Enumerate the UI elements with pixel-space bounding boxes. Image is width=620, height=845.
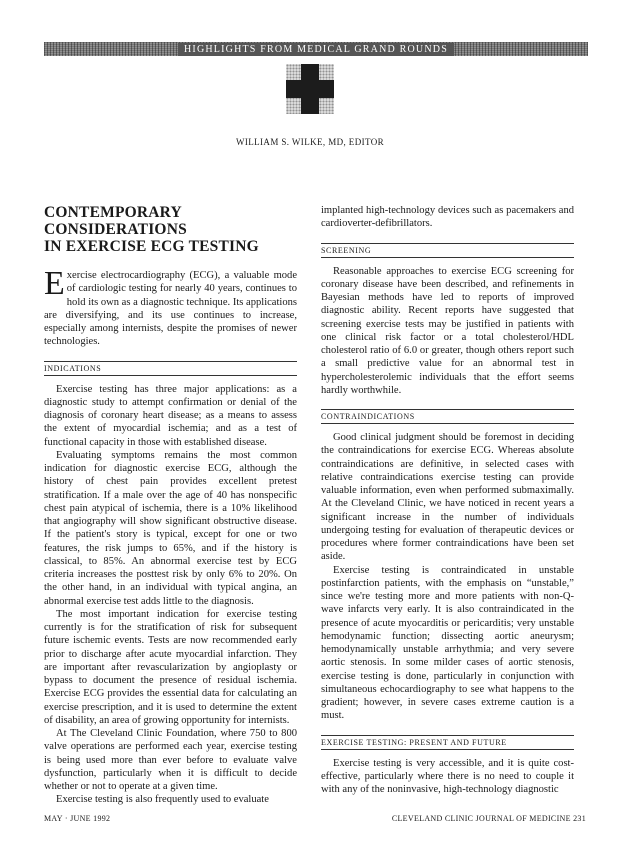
intro-paragraph: [44, 265, 297, 349]
indications-continued: implanted high-technology devices such as pacemakers and cardioverter-defibrillators.: [321, 205, 574, 230]
left-column: [44, 204, 297, 807]
indications-paragraph-3: The most important indication for exercise testing currently is for the stratification of risk for subsequent future ischemic events. Tests are now recommended early prior to discharge after acute myocardial infarction. They are important after revascularization by angioplasty or bypass to document the presence of residual ischemia. Exercise ECG provides the essential data for calculating an exercise prescription, and it is used to determine the extent of disability, an area of growing opportunity for internists.: [44, 608, 297, 726]
contraindications-paragraph-2: Exercise testing is contraindicated in unstable postinfarction patients, with the emphasis on “unstable,” since we're testing more and more patients with non-Q-wave infarcts very early. It is also contraindicated in the presence of acute myocarditis or pericarditis; very unstable hemodynamic function; dissecting aortic aneurysm; hemodynamically unstable arrhythmia; and very severe aortic stenosis. In some milder cases of aortic stenosis, exercise testing is done, particularly in conjunction with simultaneous echocardiography to see what happens to the gradient; however, in severe cases extreme caution is a must.: [321, 564, 574, 722]
indications-paragraph-4: At The Cleveland Clinic Foundation, where 750 to 800 valve operations are performed each year, exercise testing is being used more than ever before to evaluate valve dysfunction, particularly when it is difficult to decide whether or not to operate at a given time.: [44, 728, 297, 792]
indications-paragraph-2: Evaluating symptoms remains the most common indication for diagnostic exercise ECG, although the history of chest pain provides excellent pretest stratification. If a male over the age of 40 has nonspecific chest pain atypical of ischemia, there is a 10% likelihood that angiography will show significant obstructive disease. If the patient's story is typical, except for one or two features, the risk jumps to 65%, and if the history is classical, to 85%. An abnormal exercise test by ECG criteria increases the posttest risk by only 6% to 20%. On the other hand, in an individual with typical angina, an abnormal exercise test adds little to the diagnosis.: [44, 449, 297, 607]
indications-paragraph-5: Exercise testing is also frequently used to evaluate: [56, 794, 269, 806]
screening-paragraph-1: Reasonable approaches to exercise ECG screening for coronary disease have been described, and refinements in Bayesian methods have led to reports of improved diagnostic ability. Recent reports have suggested that screening exercise tests may be justified in patients with one clinical risk factor or a total cholesterol/HDL cholesterol ratio of 6.0 or greater, though others report such a small predictive value for an abnormal test in hypercholesterolemic individuals that the effort seems hardly worthwhile.: [321, 265, 574, 396]
footer-journal-page: CLEVELAND CLINIC JOURNAL OF MEDICINE 231: [391, 814, 586, 823]
section-heading-present-future: EXERCISE TESTING: PRESENT AND FUTURE: [321, 735, 574, 750]
drop-cap: E: [44, 265, 65, 302]
section-heading-contraindications: CONTRAINDICATIONS: [321, 409, 574, 424]
right-column: [321, 204, 574, 796]
intro-text: xercise electrocardiography (ECG), a valuable mode of cardiologic testing for nearly 40 years, continues to hold its own as a diagnostic technique. Its applications are diversifying, and its use continues to increase, especially among internists, despite the promises of newer technologies.: [44, 270, 297, 348]
article-title-line2: IN EXERCISE ECG TESTING: [44, 238, 259, 255]
contraindications-paragraph-1: Good clinical judgment should be foremost in deciding the contraindications for exercise ECG. Whereas absolute contraindications are definitive, in selected cases with relative contraindications exercise testing can provide valuable information, even when performed submaximally. At the Cleveland Clinic, we have noticed in recent years a significant increase in the number of individuals undergoing testing for evaluation of therapeutic devices or procedures where former contraindications have been set aside.: [321, 432, 574, 563]
section-heading-screening: SCREENING: [321, 243, 574, 258]
banner-title: HIGHLIGHTS FROM MEDICAL GRAND ROUNDS: [178, 43, 454, 56]
article-title: [44, 204, 297, 255]
section-banner: [44, 42, 588, 56]
section-heading-indications: INDICATIONS: [44, 361, 297, 376]
present-future-paragraph-1: Exercise testing is very accessible, and it is quite cost-effective, particularly where there is no need to couple it with any of the noninvasive, high-technology diagnostic: [321, 757, 574, 795]
article-title-line1: CONTEMPORARY CONSIDERATIONS: [44, 204, 187, 238]
medical-cross-emblem-icon: [286, 64, 334, 114]
footer-date: MAY · JUNE 1992: [44, 814, 111, 823]
indications-paragraph-1: Exercise testing has three major applications: as a diagnostic study to attempt confirmation or denial of the diagnosis of coronary heart disease; as a means to assess the extent of myocardial ischemia; and as a test of functional capacity in those with established disease.: [44, 383, 297, 448]
editor-credit: WILLIAM S. WILKE, MD, EDITOR: [235, 137, 385, 147]
